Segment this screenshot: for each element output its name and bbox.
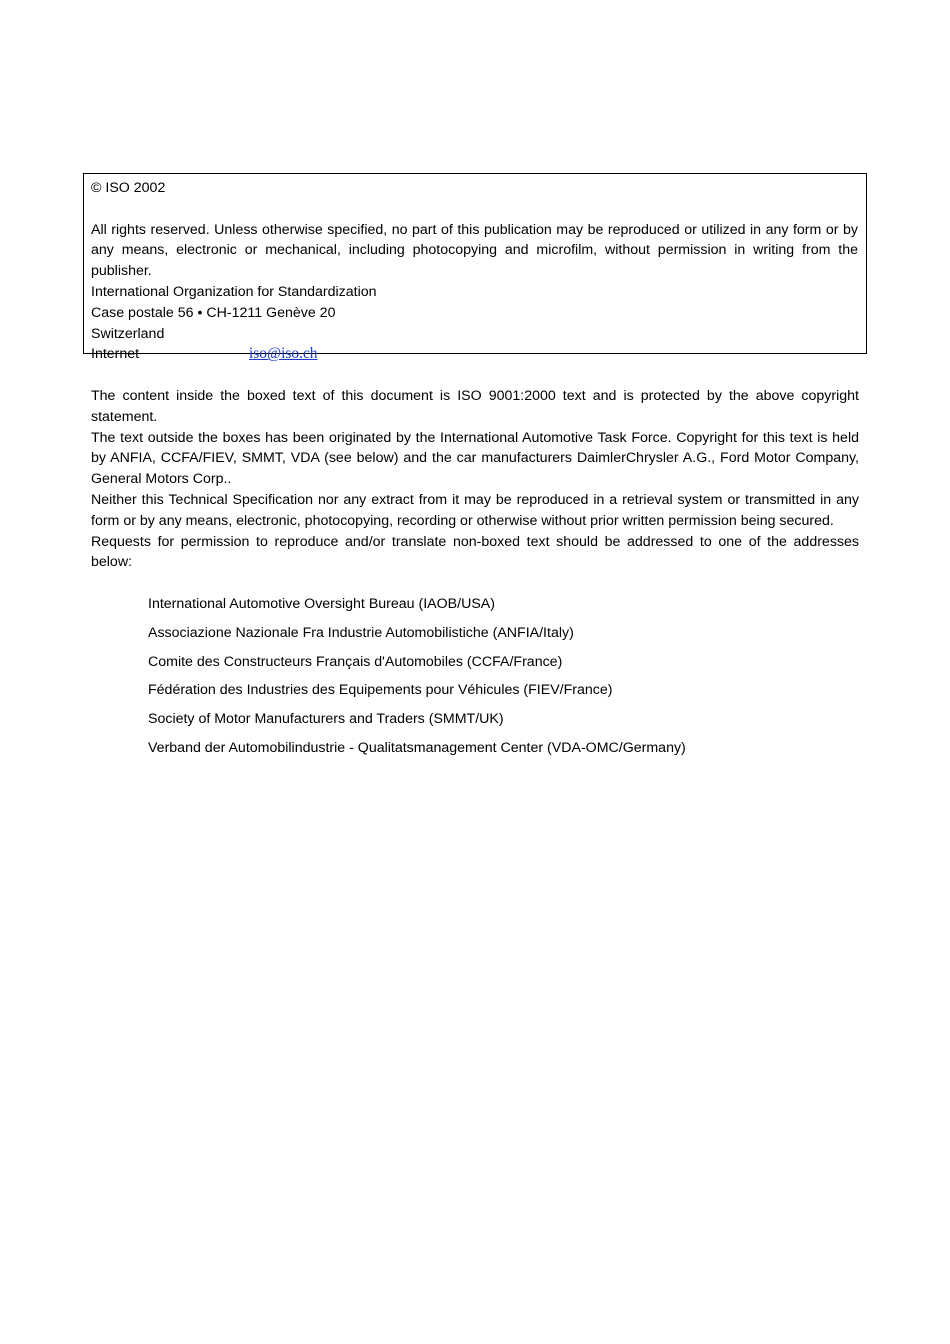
notice-paragraph-iso: The content inside the boxed text of this document is ISO 9001:2000 text and is protected by the above copyright statement. <box>91 388 859 425</box>
spacer <box>91 199 858 220</box>
address-item-smmt: Society of Motor Manufacturers and Traders (SMMT/UK) <box>148 711 504 728</box>
organization-name: International Organization for Standardization <box>91 283 377 300</box>
notice-paragraph-requests: Requests for permission to reproduce and/or translate non-boxed text should be addressed to one of the addresses below: <box>91 533 859 571</box>
address-item-ccfa: Comite des Constructeurs Français d'Automobiles (CCFA/France) <box>148 653 563 670</box>
copyright-heading: © ISO 2002 <box>91 180 166 196</box>
address-item-fiev: Fédération des Industries des Equipements pour Véhicules (FIEV/France) <box>148 682 613 699</box>
country: Switzerland <box>91 325 165 342</box>
internet-row <box>91 344 858 365</box>
postal-address: Case postale 56 • CH-1211 Genève 20 <box>91 304 336 321</box>
notice-paragraph-reproduction: Neither this Technical Specification nor any extract from it may be reproduced in a retrieval system or transmitted in any form or by any means, electronic, photocopying, recording or otherwise without prior written permission being secured. <box>91 491 859 529</box>
notice-paragraph-iatf: The text outside the boxes has been originated by the International Automotive Task Force. Copyright for this text is held by ANFIA, CCFA/FIEV, SMMT, VDA (see below) and the car manufacturers DaimlerChrysler A.G., Ford Motor Company, General Motors Corp.. <box>91 429 859 488</box>
address-item-iaob: International Automotive Oversight Bureau (IAOB/USA) <box>148 596 495 612</box>
rights-statement: All rights reserved. Unless otherwise specified, no part of this publication may be reproduced or utilized in any form or by any means, electronic or mechanical, including photocopying and microfilm, without permission in writing from the publisher. <box>91 221 858 280</box>
address-list <box>148 594 848 767</box>
address-item-vda: Verband der Automobilindustrie - Qualitatsmanagement Center (VDA-OMC/Germany) <box>148 739 686 756</box>
copyright-box <box>83 173 867 363</box>
email-link[interactable]: iso@iso.ch <box>249 345 318 363</box>
address-item-anfia: Associazione Nazionale Fra Industrie Automobilistiche (ANFIA/Italy) <box>148 624 574 641</box>
internet-label: Internet <box>91 346 140 363</box>
copyright-notice <box>91 386 859 573</box>
